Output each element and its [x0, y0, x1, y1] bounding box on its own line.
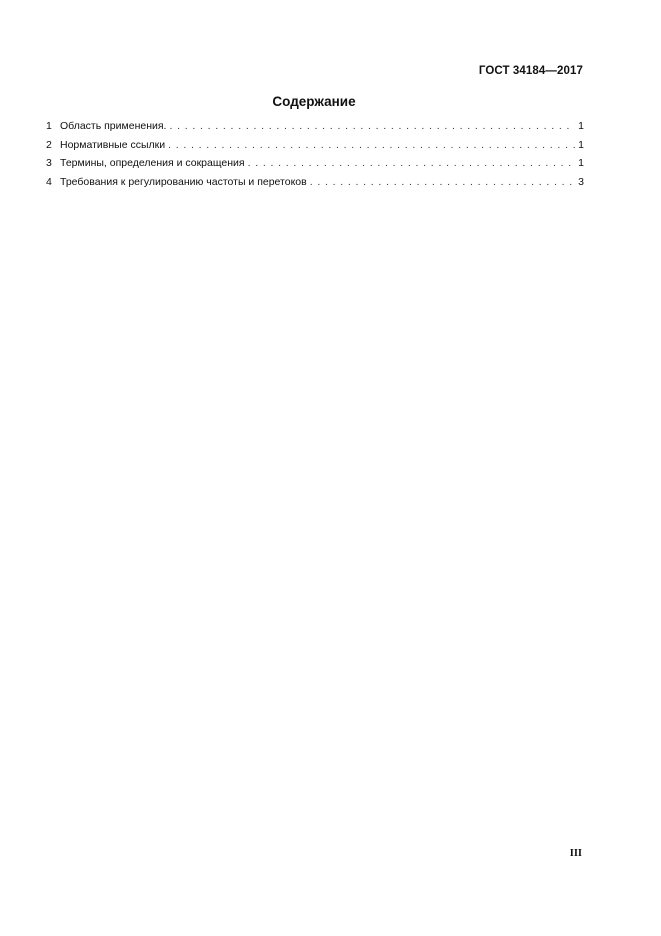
toc-title: Содержание: [272, 94, 356, 109]
table-of-contents: [46, 120, 584, 194]
toc-entry-1[interactable]: [46, 120, 584, 139]
toc-entry-label: Нормативные ссылки: [60, 138, 166, 151]
toc-entry-number: 2: [46, 138, 52, 151]
toc-entry-label: Требования к регулированию частоты и перетоков: [60, 175, 307, 188]
toc-entry-page: 1: [578, 157, 584, 169]
toc-dot-leader: [248, 157, 575, 169]
page-number: III: [569, 848, 582, 859]
standard-code: ГОСТ 34184—2017: [478, 65, 583, 77]
toc-entry-page: 1: [578, 138, 584, 151]
toc-entry-2[interactable]: [46, 139, 584, 158]
toc-dot-leader: [310, 176, 575, 188]
toc-entry-4[interactable]: [46, 176, 584, 195]
toc-entry-number: 3: [46, 157, 52, 169]
toc-entry-label: Термины, определения и сокращения: [60, 157, 245, 169]
toc-entry-3[interactable]: [46, 157, 584, 176]
toc-entry-number: 1: [46, 120, 52, 132]
toc-dot-leader: [169, 120, 575, 132]
toc-entry-label: Область применения.: [60, 120, 167, 132]
toc-dot-leader: [168, 139, 575, 151]
toc-entry-page: 1: [578, 120, 584, 132]
toc-entry-page: 3: [578, 175, 584, 188]
toc-entry-number: 4: [46, 175, 52, 188]
